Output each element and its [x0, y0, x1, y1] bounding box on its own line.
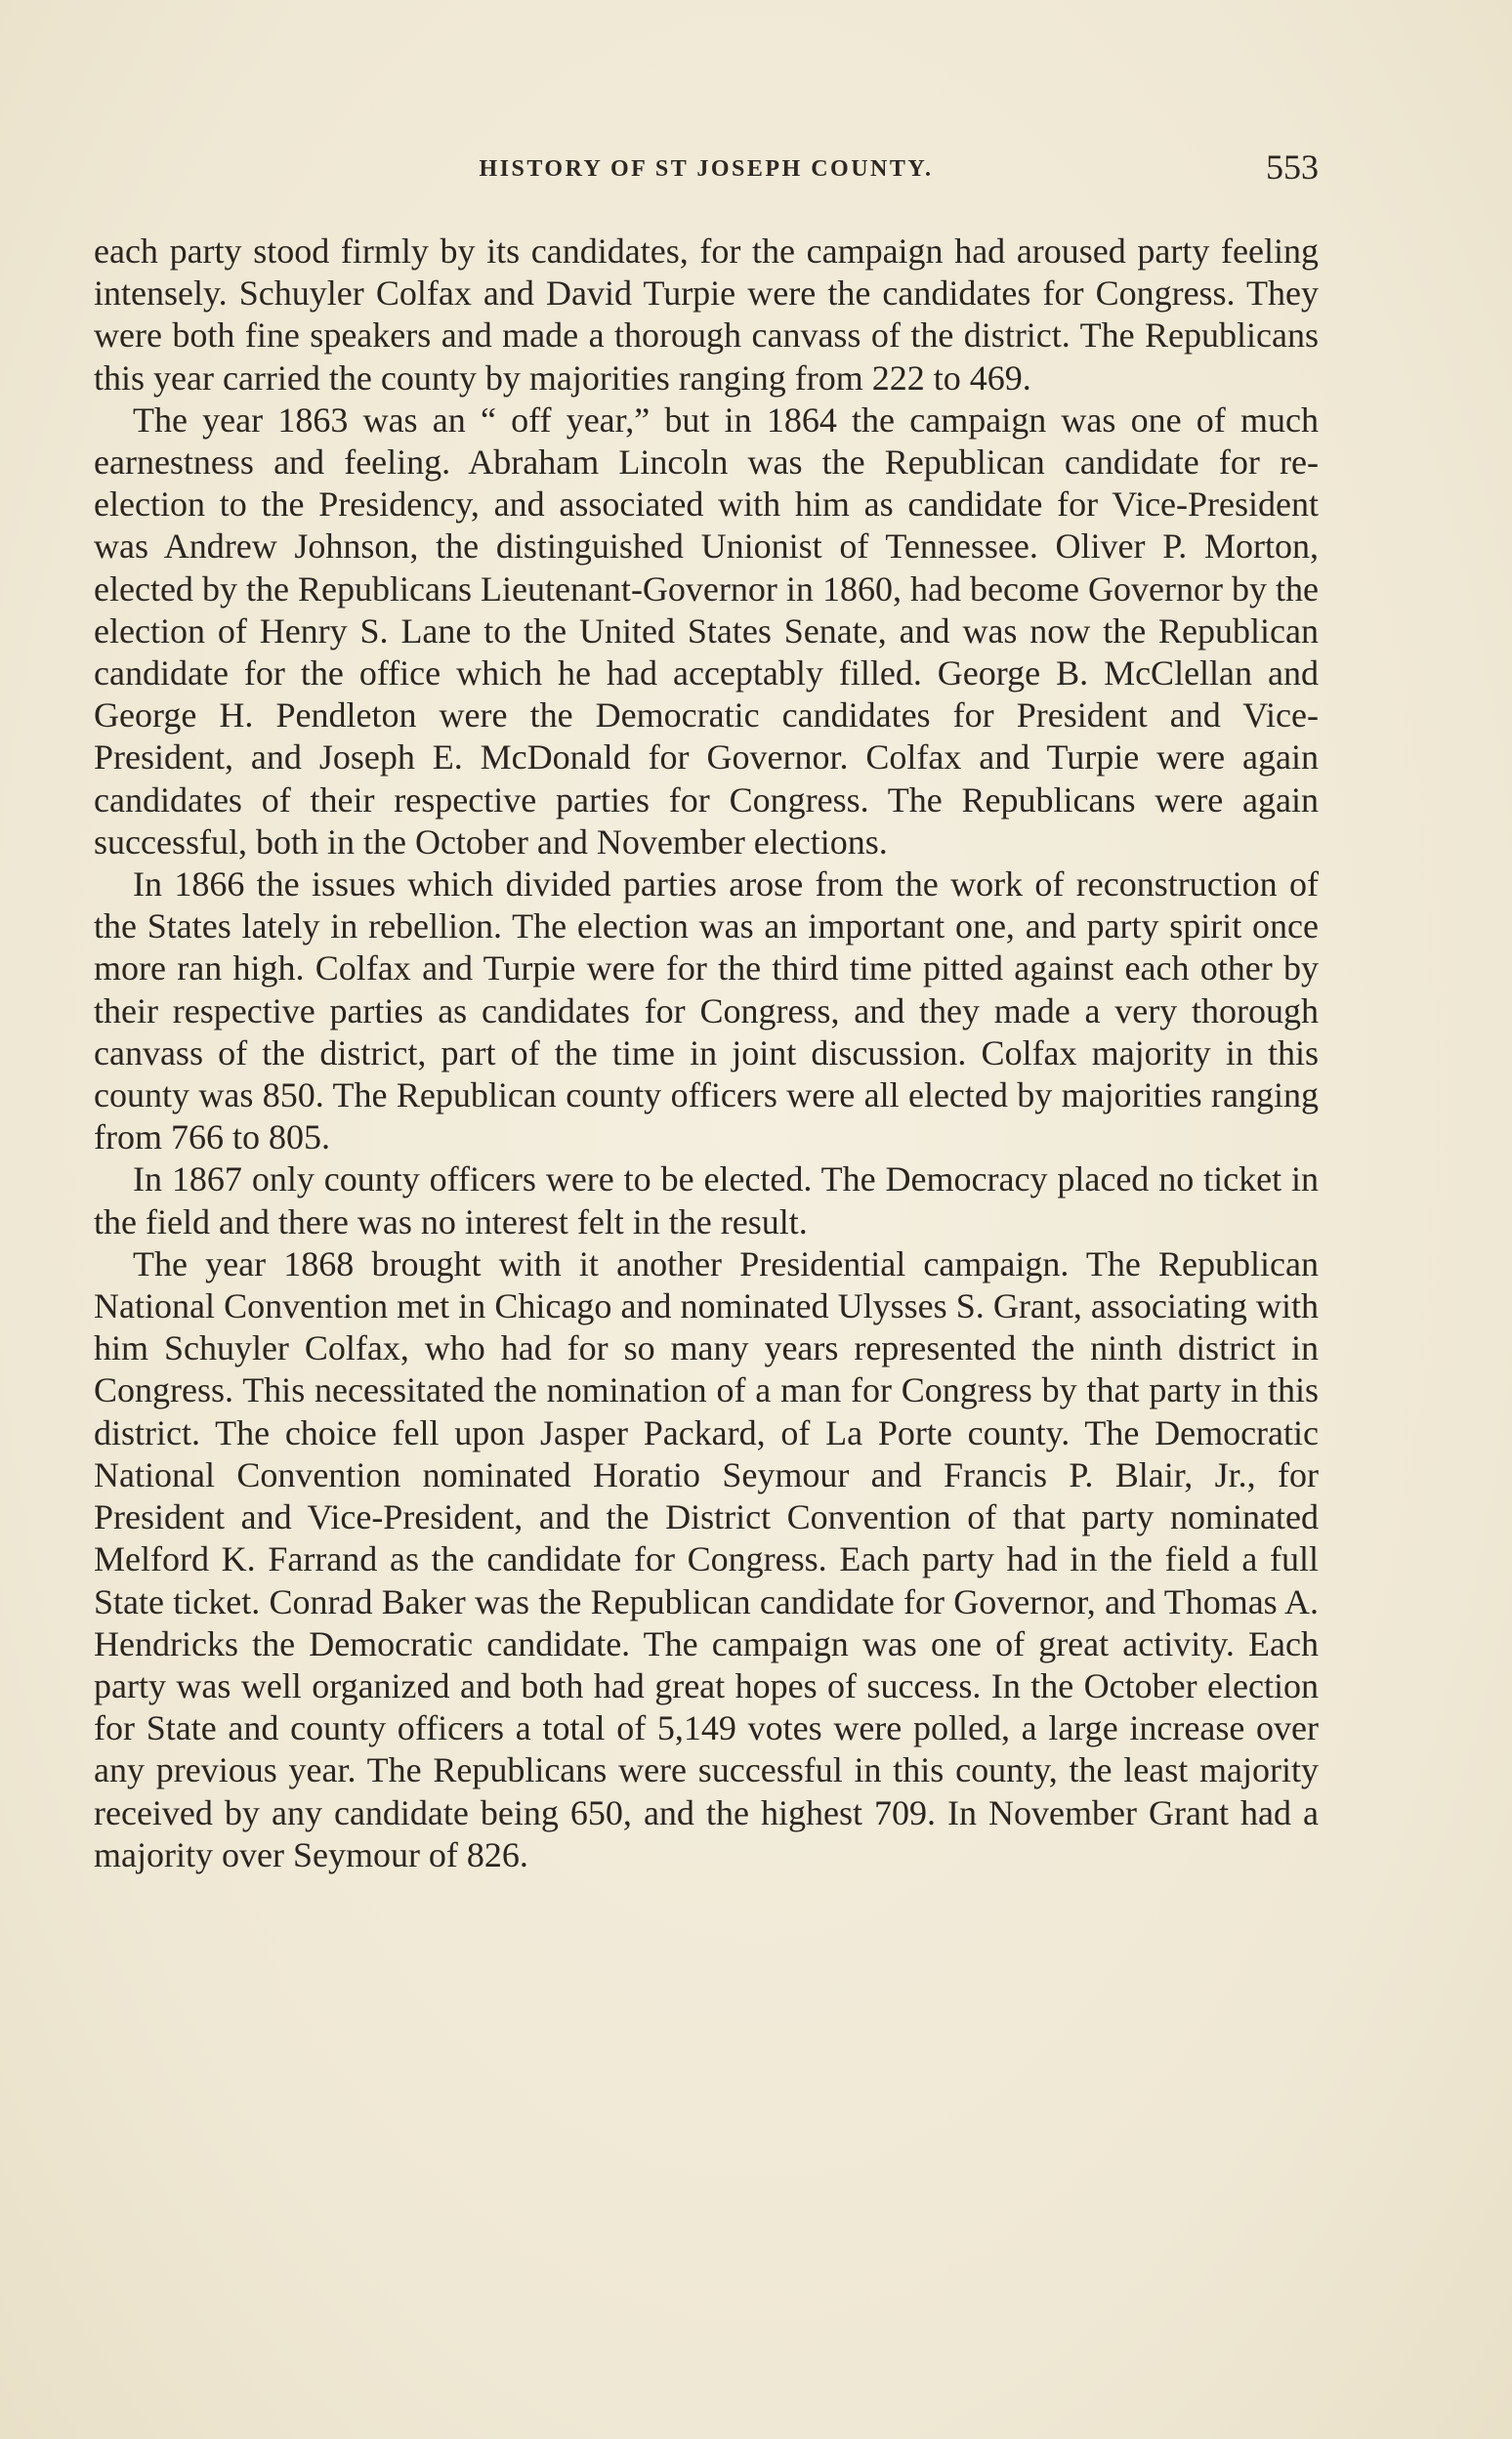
paragraph: The year 1868 brought with it another Presidential campaign. The Republican National Convention met in Chicago and nominated Ulysses S. Grant, associating with him Schuyler Colfax, who had for so many years represented the ninth district in Congress. This necessitated the nomination of a man for Congress by that party in this district. The choice fell upon Jasper Packard, of La Porte county. The Democratic National Convention nominated Horatio Seymour and Francis P. Blair, Jr., for President and Vice-President, and the District Convention of that party nominated Melford K. Farrand as the candidate for Congress. Each party had in the field a full State ticket. Conrad Baker was the Republican candidate for Governor, and Thomas A. Hendricks the Democratic candidate. The campaign was one of great activity. Each party was well organized and both had great hopes of success. In the October election for State and county officers a total of 5,149 votes were polled, a large increase over any previous year. The Republicans were successful in this county, the least majority received by any candidate being 650, and the highest 709. In November Grant had a majority over Seymour of 826.	[94, 1243, 1319, 1874]
paragraph: In 1866 the issues which divided parties arose from the work of reconstruction of the States lately in rebellion. The election was an important one, and party spirit once more ran high. Colfax and Turpie were for the third time pitted against each other by their respective parties as candidates for Congress, and they made a very thorough canvass of the district, part of the time in joint discussion. Colfax majority in this county was 850. The Republican county officers were all elected by majorities ranging from 766 to 805.	[94, 864, 1319, 1157]
paragraph: The year 1863 was an “ off year,” but in 1864 the campaign was one of much earnestness and feeling. Abraham Lincoln was the Republican candidate for re-election to the Presidency, and associated with him as candidate for Vice-President was Andrew Johnson, the distinguished Unionist of Tennessee. Oliver P. Morton, elected by the Republicans Lieutenant-Governor in 1860, had become Governor by the election of Henry S. Lane to the United States Senate, and was now the Republican candidate for the office which he had acceptably filled. George B. McClellan and George H. Pendleton were the Democratic candidates for President and Vice-President, and Joseph E. McDonald for Governor. Colfax and Turpie were again candidates of their respective parties for Congress. The Republicans were again successful, both in the October and November elections.	[94, 399, 1319, 862]
running-head: HISTORY OF ST JOSEPH COUNTY.	[479, 156, 934, 182]
page-number: 553	[1266, 147, 1319, 187]
paragraph: In 1867 only county officers were to be elected. The Democracy placed no ticket in the field and there was no interest felt in the result.	[94, 1159, 1319, 1241]
paragraph: each party stood firmly by its candidates, for the campaign had aroused party feeling intensely. Schuyler Colfax and David Turpie were the candidates for Congress. They were both fine speakers and made a thorough canvass of the district. The Republicans this year carried the county by majorities ranging from 222 to 469.	[94, 231, 1319, 398]
page-header	[94, 147, 1319, 195]
body-text	[94, 231, 1319, 1876]
